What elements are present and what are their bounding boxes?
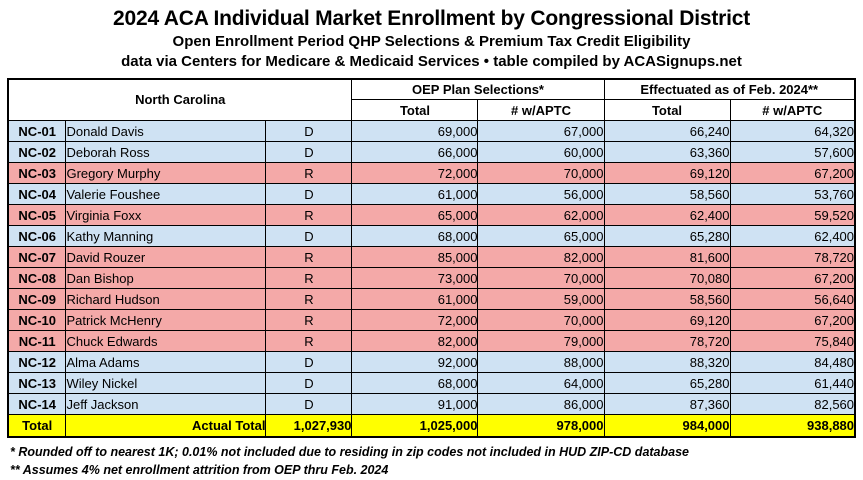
eff-total-cell: 62,400 xyxy=(604,205,730,226)
enrollment-table xyxy=(7,78,856,438)
table-row xyxy=(8,205,855,226)
table-row xyxy=(8,268,855,289)
oep-total-cell: 69,000 xyxy=(352,121,478,142)
table-row xyxy=(8,226,855,247)
representative-cell: Wiley Nickel xyxy=(66,373,266,394)
column-header-eff-total: Total xyxy=(604,100,730,121)
eff-aptc-cell: 67,200 xyxy=(730,163,855,184)
page-subtitle: Open Enrollment Period QHP Selections & Premium Tax Credit Eligibility xyxy=(172,33,691,51)
table-row xyxy=(8,163,855,184)
table-row xyxy=(8,121,855,142)
oep-aptc-cell: 70,000 xyxy=(478,268,604,289)
oep-total-cell: 61,000 xyxy=(352,184,478,205)
oep-aptc-cell: 86,000 xyxy=(478,394,604,415)
oep-aptc-cell: 70,000 xyxy=(478,310,604,331)
representative-cell: Donald Davis xyxy=(66,121,266,142)
table-row xyxy=(8,394,855,415)
table-total-row xyxy=(8,415,855,437)
oep-aptc-cell: 82,000 xyxy=(478,247,604,268)
footnote-rounding: * Rounded off to nearest 1K; 0.01% not included due to residing in zip codes not included in HUD ZIP-CD database xyxy=(10,444,689,459)
party-cell: R xyxy=(266,268,352,289)
party-cell: D xyxy=(266,121,352,142)
party-cell: D xyxy=(266,394,352,415)
table-row xyxy=(8,289,855,310)
eff-aptc-cell: 67,200 xyxy=(730,310,855,331)
representative-cell: Dan Bishop xyxy=(66,268,266,289)
table-row xyxy=(8,310,855,331)
party-cell: D xyxy=(266,142,352,163)
column-header-eff-aptc: # w/APTC xyxy=(730,100,855,121)
oep-total-cell: 68,000 xyxy=(352,373,478,394)
party-cell: R xyxy=(266,310,352,331)
district-cell: NC-12 xyxy=(8,352,66,373)
eff-total-cell: 69,120 xyxy=(604,163,730,184)
party-cell: D xyxy=(266,184,352,205)
table-row xyxy=(8,331,855,352)
oep-aptc-cell: 60,000 xyxy=(478,142,604,163)
party-cell: R xyxy=(266,247,352,268)
eff-aptc-cell: 82,560 xyxy=(730,394,855,415)
eff-aptc-cell: 57,600 xyxy=(730,142,855,163)
column-header-oep-total: Total xyxy=(352,100,478,121)
eff-total-cell: 78,720 xyxy=(604,331,730,352)
district-cell: NC-13 xyxy=(8,373,66,394)
eff-aptc-cell: 84,480 xyxy=(730,352,855,373)
district-cell: NC-09 xyxy=(8,289,66,310)
actual-total-label-cell: Actual Total xyxy=(66,415,266,437)
table-row xyxy=(8,373,855,394)
footnotes-block xyxy=(7,443,856,479)
representative-cell: Deborah Ross xyxy=(66,142,266,163)
oep-total-cell: 61,000 xyxy=(352,289,478,310)
representative-cell: Alma Adams xyxy=(66,352,266,373)
district-cell: NC-01 xyxy=(8,121,66,142)
party-cell: R xyxy=(266,163,352,184)
oep-aptc-cell: 79,000 xyxy=(478,331,604,352)
eff-total-cell: 81,600 xyxy=(604,247,730,268)
oep-total-cell: 73,000 xyxy=(352,268,478,289)
table-row xyxy=(8,142,855,163)
oep-total-cell: 85,000 xyxy=(352,247,478,268)
representative-cell: David Rouzer xyxy=(66,247,266,268)
party-cell: R xyxy=(266,289,352,310)
eff-total-cell: 70,080 xyxy=(604,268,730,289)
representative-cell: Chuck Edwards xyxy=(66,331,266,352)
eff-aptc-cell: 59,520 xyxy=(730,205,855,226)
page-title: 2024 ACA Individual Market Enrollment by Congressional District xyxy=(113,7,750,30)
eff-aptc-cell: 56,640 xyxy=(730,289,855,310)
table-row xyxy=(8,184,855,205)
oep-total-cell: 82,000 xyxy=(352,331,478,352)
party-cell: R xyxy=(266,205,352,226)
district-cell: NC-10 xyxy=(8,310,66,331)
state-title: North Carolina xyxy=(8,79,352,121)
district-cell: NC-08 xyxy=(8,268,66,289)
total-oep-total-cell: 1,025,000 xyxy=(352,415,478,437)
oep-aptc-cell: 62,000 xyxy=(478,205,604,226)
group-header-oep: OEP Plan Selections* xyxy=(352,79,604,100)
oep-total-cell: 91,000 xyxy=(352,394,478,415)
district-cell: NC-04 xyxy=(8,184,66,205)
representative-cell: Gregory Murphy xyxy=(66,163,266,184)
district-cell: NC-06 xyxy=(8,226,66,247)
table-row xyxy=(8,247,855,268)
total-eff-aptc-cell: 938,880 xyxy=(730,415,855,437)
district-cell: NC-02 xyxy=(8,142,66,163)
eff-aptc-cell: 53,760 xyxy=(730,184,855,205)
representative-cell: Patrick McHenry xyxy=(66,310,266,331)
eff-total-cell: 58,560 xyxy=(604,184,730,205)
representative-cell: Kathy Manning xyxy=(66,226,266,247)
oep-aptc-cell: 59,000 xyxy=(478,289,604,310)
page-source-line: data via Centers for Medicare & Medicaid Services • table compiled by ACASignups.net xyxy=(121,52,742,70)
eff-aptc-cell: 62,400 xyxy=(730,226,855,247)
district-cell: NC-03 xyxy=(8,163,66,184)
eff-aptc-cell: 67,200 xyxy=(730,268,855,289)
actual-total-value-cell: 1,027,930 xyxy=(266,415,352,437)
oep-aptc-cell: 70,000 xyxy=(478,163,604,184)
column-header-oep-aptc: # w/APTC xyxy=(478,100,604,121)
oep-aptc-cell: 67,000 xyxy=(478,121,604,142)
representative-cell: Richard Hudson xyxy=(66,289,266,310)
party-cell: D xyxy=(266,226,352,247)
eff-total-cell: 88,320 xyxy=(604,352,730,373)
eff-total-cell: 87,360 xyxy=(604,394,730,415)
oep-aptc-cell: 88,000 xyxy=(478,352,604,373)
table-group-header-row xyxy=(8,79,855,100)
eff-total-cell: 63,360 xyxy=(604,142,730,163)
district-cell: NC-05 xyxy=(8,205,66,226)
eff-aptc-cell: 75,840 xyxy=(730,331,855,352)
table-body xyxy=(8,121,855,437)
table-head xyxy=(8,79,855,121)
oep-total-cell: 65,000 xyxy=(352,205,478,226)
group-header-effectuated: Effectuated as of Feb. 2024** xyxy=(604,79,855,100)
total-label-cell: Total xyxy=(8,415,66,437)
oep-aptc-cell: 56,000 xyxy=(478,184,604,205)
party-cell: D xyxy=(266,352,352,373)
representative-cell: Virginia Foxx xyxy=(66,205,266,226)
party-cell: D xyxy=(266,373,352,394)
oep-total-cell: 68,000 xyxy=(352,226,478,247)
eff-aptc-cell: 64,320 xyxy=(730,121,855,142)
title-block xyxy=(0,0,863,72)
total-eff-total-cell: 984,000 xyxy=(604,415,730,437)
oep-total-cell: 92,000 xyxy=(352,352,478,373)
party-cell: R xyxy=(266,331,352,352)
oep-total-cell: 72,000 xyxy=(352,310,478,331)
eff-total-cell: 65,280 xyxy=(604,226,730,247)
eff-aptc-cell: 61,440 xyxy=(730,373,855,394)
oep-aptc-cell: 64,000 xyxy=(478,373,604,394)
eff-total-cell: 66,240 xyxy=(604,121,730,142)
representative-cell: Jeff Jackson xyxy=(66,394,266,415)
footnote-attrition: ** Assumes 4% net enrollment attrition from OEP thru Feb. 2024 xyxy=(10,462,389,477)
oep-aptc-cell: 65,000 xyxy=(478,226,604,247)
district-cell: NC-07 xyxy=(8,247,66,268)
table-row xyxy=(8,352,855,373)
representative-cell: Valerie Foushee xyxy=(66,184,266,205)
total-oep-aptc-cell: 978,000 xyxy=(478,415,604,437)
eff-aptc-cell: 78,720 xyxy=(730,247,855,268)
district-cell: NC-14 xyxy=(8,394,66,415)
oep-total-cell: 72,000 xyxy=(352,163,478,184)
district-cell: NC-11 xyxy=(8,331,66,352)
eff-total-cell: 65,280 xyxy=(604,373,730,394)
oep-total-cell: 66,000 xyxy=(352,142,478,163)
eff-total-cell: 69,120 xyxy=(604,310,730,331)
eff-total-cell: 58,560 xyxy=(604,289,730,310)
